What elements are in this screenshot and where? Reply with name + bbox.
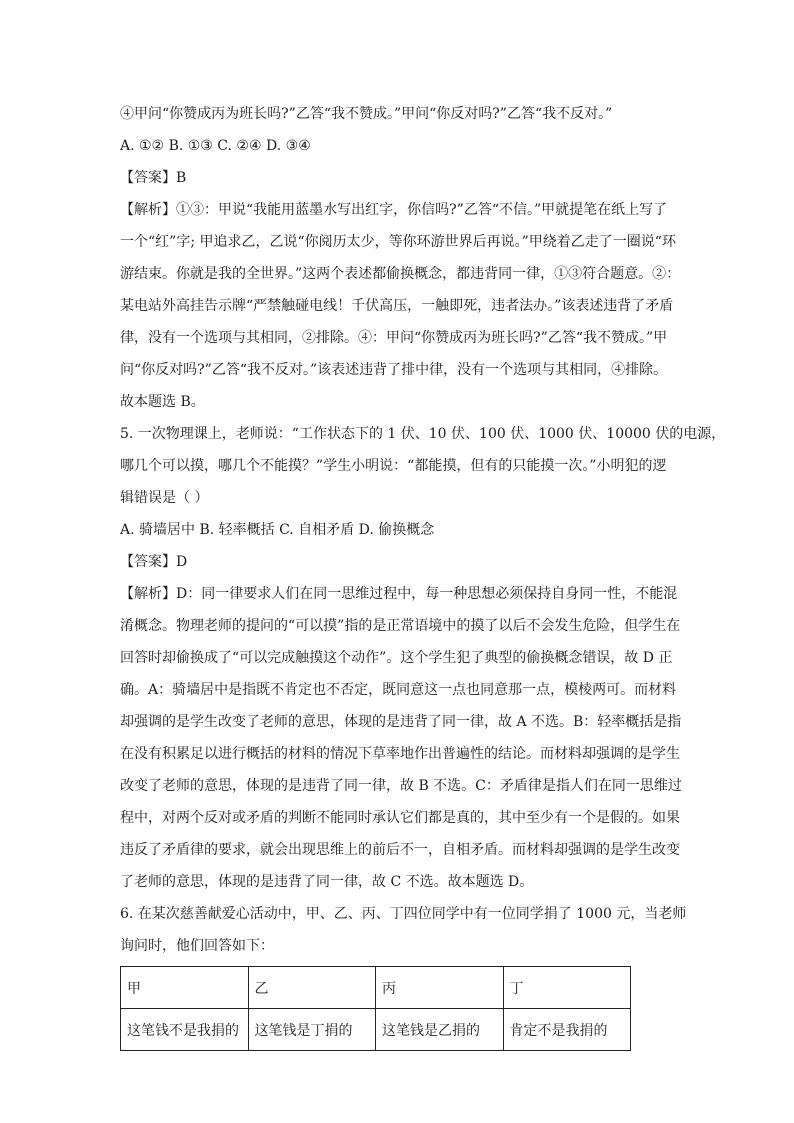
- q5-options: A. 骑墙居中 B. 轻率概括 C. 自相矛盾 D. 偷换概念: [120, 522, 435, 538]
- q4-analysis-line: 故本题选 B。: [120, 394, 205, 410]
- table-cell: 这笔钱是乙捐的: [376, 1009, 504, 1051]
- q4-analysis-line: 律，没有一个选项与其相同，②排除。④：甲问“你赞成丙为班长吗?”乙答“我不赞成。”甲: [120, 330, 668, 346]
- q5-stem-line: 辑错误是（ ）: [120, 490, 209, 506]
- q5-analysis-line: 违反了矛盾律的要求，就会出现思维上的前后不一，自相矛盾。而材料却强调的是学生改变: [120, 842, 680, 858]
- q4-options: A. ①② B. ①③ C. ②④ D. ③④: [120, 138, 311, 154]
- q5-analysis-line: 了老师的意思，体现的是违背了同一律，故 C 不选。故本题选 D。: [120, 874, 534, 890]
- q5-analysis-line: 【解析】D：同一律要求人们在同一思维过程中，每一种思想必须保持自身同一性，不能混: [120, 586, 678, 602]
- q5-analysis-line: 在没有积累足以进行概括的材料的情况下草率地作出普遍性的结论。而材料却强调的是学生: [120, 746, 680, 762]
- q4-analysis: [120, 194, 681, 418]
- q6-stem-line: 6. 在某次慈善献爱心活动中，甲、乙、丙、丁四位同学中有一位同学捐了 1000 元，当老师: [120, 906, 687, 922]
- q5-analysis-line: 确。A：骑墙居中是指既不肯定也不否定，既同意这一点也同意那一点，模棱两可。而材料: [120, 682, 677, 698]
- q5-answer: 【答案】D: [120, 554, 188, 570]
- q5-analysis-line: 改变了老师的意思，体现的是违背了同一律，故 B 不选。C：矛盾律是指人们在同一思维过: [120, 778, 682, 794]
- table-cell: 肯定不是我捐的: [503, 1009, 631, 1051]
- q6-stem-line: 询问时，他们回答如下：: [120, 938, 274, 954]
- document-content: [120, 98, 726, 1051]
- table-header-row: [121, 967, 631, 1009]
- q4-statement-4: ④甲问“你赞成丙为班长吗?”乙答“我不赞成。”甲问“你反对吗?”乙答“我不反对。”: [120, 106, 613, 122]
- q5-analysis-line: 却强调的是学生改变了老师的意思，体现的是违背了同一律，故 A 不选。B：轻率概括是指: [120, 714, 682, 730]
- q6-answers-table: [120, 966, 631, 1051]
- q5-stem: [120, 418, 726, 514]
- q5-stem-line: 哪几个可以摸，哪几个不能摸？”学生小明说：“都能摸，但有的只能摸一次。”小明犯的逻: [120, 458, 667, 474]
- table-header-cell: 丁: [503, 967, 631, 1009]
- q5-stem-line: 5. 一次物理课上，老师说：“工作状态下的 1 伏、10 伏、100 伏、1000 伏、10000 伏的电源，: [120, 426, 726, 442]
- q4-analysis-line: 问“你反对吗?”乙答“我不反对。”该表述违背了排中律，没有一个选项与其相同，④排除。: [120, 362, 668, 378]
- table-cell: 这笔钱是丁捐的: [248, 1009, 376, 1051]
- q5-analysis-line: 回答时却偷换成了“可以完成触摸这个动作”。这个学生犯了典型的偷换概念错误，故 D 正: [120, 650, 673, 666]
- q5-analysis: [120, 578, 682, 898]
- q4-analysis-line: 一个“红”字; 甲追求乙，乙说“你阅历太少，等你环游世界后再说。”甲绕着乙走了一圈说“环: [120, 234, 676, 250]
- q4-analysis-line: 游结束。你就是我的全世界。”这两个表述都偷换概念，都违背同一律，①③符合题意。②：: [120, 266, 681, 282]
- table-cell: 这笔钱不是我捐的: [121, 1009, 249, 1051]
- q4-analysis-line: 某电站外高挂告示牌“严禁触碰电线！千伏高压，一触即死，违者法办。”该表述违背了矛盾: [120, 298, 674, 314]
- table-header-cell: 丙: [376, 967, 504, 1009]
- q5-analysis-line: 淆概念。物理老师的提问的“可以摸”指的是正常语境中的摸了以后不会发生危险，但学生在: [120, 618, 681, 634]
- table-header-cell: 乙: [248, 967, 376, 1009]
- q4-analysis-line: 【解析】①③：甲说“我能用蓝墨水写出红字，你信吗?”乙答“不信。”甲就提笔在纸上写了: [120, 202, 668, 218]
- q6-stem: [120, 898, 687, 962]
- table-header-cell: 甲: [121, 967, 249, 1009]
- q4-answer: 【答案】B: [120, 170, 187, 186]
- table-row: [121, 1009, 631, 1051]
- q5-analysis-line: 程中，对两个反对或矛盾的判断不能同时承认它们都是真的，其中至少有一个是假的。如果: [120, 810, 680, 826]
